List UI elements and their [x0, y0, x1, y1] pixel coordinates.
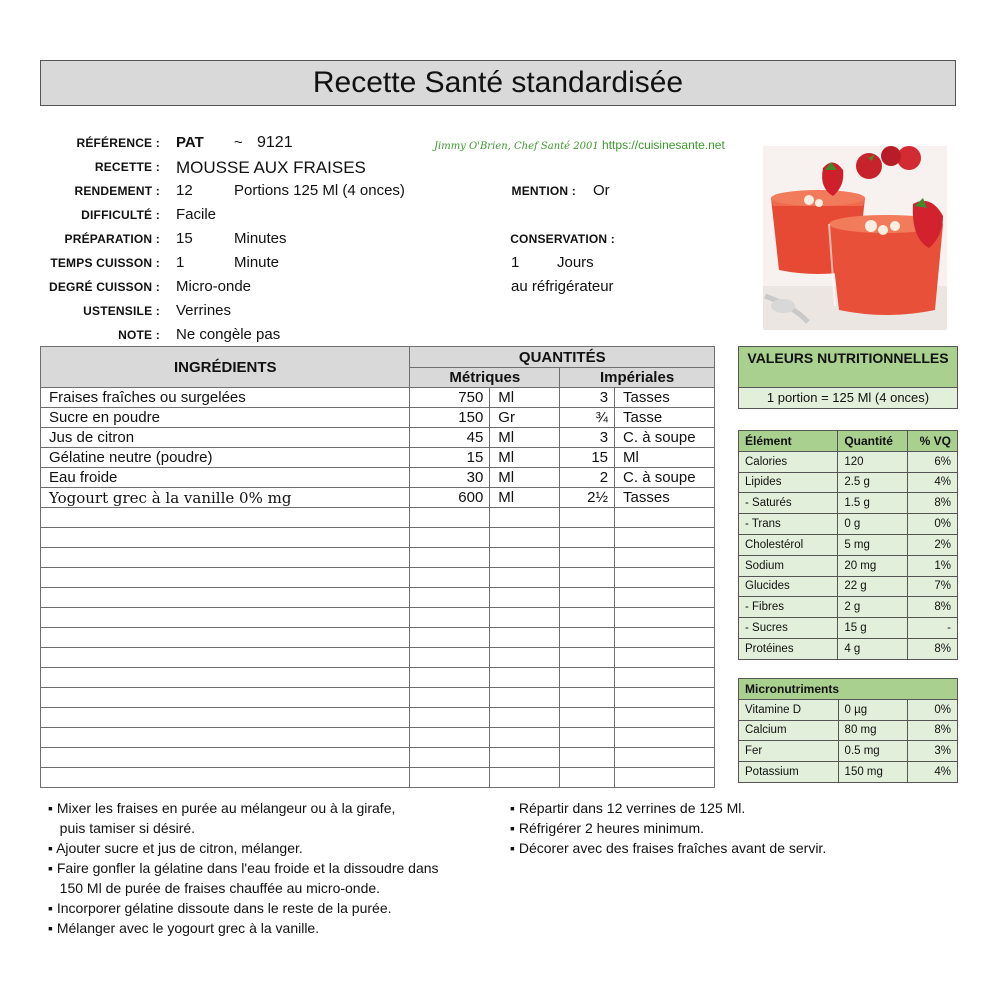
nutrition-row	[739, 699, 958, 720]
imperial-qty	[560, 608, 615, 628]
element-col-header: Élément	[739, 431, 838, 452]
imperial-qty	[560, 628, 615, 648]
nutrient-name: Vitamine D	[739, 699, 839, 720]
metric-qty	[410, 608, 490, 628]
imperial-unit: Tasse	[615, 408, 715, 428]
preparation-label: PRÉPARATION :	[64, 232, 160, 246]
nutrient-quantity: 22 g	[838, 576, 908, 597]
nutrient-vq: 8%	[908, 638, 958, 659]
ingredient-name: Jus de citron	[41, 428, 410, 448]
ingredient-name	[41, 568, 410, 588]
table-row	[41, 768, 715, 788]
table-row	[41, 628, 715, 648]
metric-qty	[410, 708, 490, 728]
metric-unit	[490, 508, 560, 528]
imperial-unit	[615, 628, 715, 648]
table-row	[41, 568, 715, 588]
nutrient-vq: 3%	[908, 741, 958, 762]
imperial-unit	[615, 528, 715, 548]
nutrient-name: - Fibres	[739, 597, 838, 618]
imperial-qty	[560, 688, 615, 708]
imperial-unit	[615, 588, 715, 608]
ingredients-header: INGRÉDIENTS	[41, 347, 410, 388]
nutrition-row	[739, 741, 958, 762]
ingredients-table	[40, 346, 715, 788]
metric-qty: 15	[410, 448, 490, 468]
nutrient-quantity: 5 mg	[838, 534, 908, 555]
nutrient-quantity: 4 g	[838, 638, 908, 659]
step-line: ▪ Réfrigérer 2 heures minimum.	[510, 820, 705, 836]
metric-unit	[490, 668, 560, 688]
nutrient-quantity: 2 g	[838, 597, 908, 618]
ustensile-label: USTENSILE :	[83, 304, 160, 318]
metric-qty	[410, 768, 490, 788]
metric-unit	[490, 608, 560, 628]
credit-signature: Jimmy O'Brien, Chef Santé 2001	[434, 141, 599, 152]
nutrient-name: Protéines	[739, 638, 838, 659]
metric-qty: 750	[410, 388, 490, 408]
nutrient-name: Glucides	[739, 576, 838, 597]
ingredient-name	[41, 628, 410, 648]
metric-unit: Ml	[490, 428, 560, 448]
ingredient-name	[41, 668, 410, 688]
metric-unit	[490, 688, 560, 708]
imperial-qty	[560, 568, 615, 588]
difficulte-label: DIFFICULTÉ :	[81, 208, 160, 222]
micronutrients-header: Micronutriments	[739, 679, 958, 700]
table-row	[41, 508, 715, 528]
nutrient-quantity: 0.5 mg	[838, 741, 908, 762]
metric-qty	[410, 748, 490, 768]
ingredient-name	[41, 588, 410, 608]
imperial-qty	[560, 588, 615, 608]
ingredient-name	[41, 508, 410, 528]
rendement-desc: Portions 125 Ml (4 onces)	[234, 182, 405, 199]
table-row	[41, 468, 715, 488]
mention-label: MENTION :	[511, 184, 576, 198]
imperial-qty: 2	[560, 468, 615, 488]
ingredient-name: Sucre en poudre	[41, 408, 410, 428]
nutrition-row	[739, 638, 958, 659]
nutrient-quantity: 120	[838, 451, 908, 472]
table-row	[41, 648, 715, 668]
ingredient-name	[41, 548, 410, 568]
nutrient-vq: 0%	[908, 699, 958, 720]
nutrition-row	[739, 720, 958, 741]
recette-label: RECETTE :	[94, 160, 160, 174]
table-row	[41, 528, 715, 548]
nutrition-table	[738, 430, 958, 660]
step-line: ▪ Mélanger avec le yogourt grec à la vanille.	[48, 920, 320, 936]
imperial-unit	[615, 608, 715, 628]
nutrient-name: Calories	[739, 451, 838, 472]
imperial-unit	[615, 548, 715, 568]
vq-col-header: % VQ	[908, 431, 958, 452]
imperial-unit	[615, 768, 715, 788]
mention-value: Or	[593, 182, 610, 199]
metric-unit: Ml	[490, 388, 560, 408]
imperial-qty	[560, 768, 615, 788]
imperial-unit: Ml	[615, 448, 715, 468]
nutrient-vq: 8%	[908, 493, 958, 514]
imperial-qty	[560, 508, 615, 528]
step-line: ▪ Faire gonfler la gélatine dans l'eau froide et la dissoudre dans	[48, 860, 439, 876]
nutrition-row	[739, 451, 958, 472]
ingredient-name	[41, 768, 410, 788]
nutrient-vq: 0%	[908, 514, 958, 535]
nutrient-quantity: 150 mg	[838, 762, 908, 783]
nutrient-quantity: 15 g	[838, 618, 908, 639]
step-line: ▪ Ajouter sucre et jus de citron, mélanger.	[48, 840, 303, 856]
table-row	[41, 408, 715, 428]
metric-qty: 600	[410, 488, 490, 508]
nutrient-quantity: 1.5 g	[838, 493, 908, 514]
degre-cuisson-value: Micro-onde	[176, 278, 252, 295]
table-row	[41, 708, 715, 728]
conservation-qty: 1	[511, 254, 520, 271]
nutrient-name: - Saturés	[739, 493, 838, 514]
metric-qty	[410, 508, 490, 528]
nutrient-vq: 4%	[908, 762, 958, 783]
note-label: NOTE :	[118, 328, 160, 342]
nutrient-vq: 8%	[908, 597, 958, 618]
steps-left	[48, 798, 439, 938]
metric-unit: Ml	[490, 448, 560, 468]
nutrient-name: Cholestérol	[739, 534, 838, 555]
temps-cuisson-label: TEMPS CUISSON :	[50, 256, 160, 270]
table-row	[41, 548, 715, 568]
micronutrients-table	[738, 678, 958, 783]
nutrient-name: - Sucres	[739, 618, 838, 639]
nutrient-quantity: 2.5 g	[838, 472, 908, 493]
table-row	[41, 608, 715, 628]
nutrient-name: Lipides	[739, 472, 838, 493]
ingredient-name: Gélatine neutre (poudre)	[41, 448, 410, 468]
nutrient-name: - Trans	[739, 514, 838, 535]
nutrition-row	[739, 514, 958, 535]
imperial-unit	[615, 568, 715, 588]
quantities-header: QUANTITÉS	[410, 347, 715, 368]
imperial-unit	[615, 668, 715, 688]
nutrient-vq: 4%	[908, 472, 958, 493]
table-row	[41, 428, 715, 448]
ingredient-name	[41, 648, 410, 668]
metric-unit	[490, 588, 560, 608]
metric-unit: Gr	[490, 408, 560, 428]
steps-right	[510, 798, 826, 858]
conservation-label: CONSERVATION :	[510, 232, 615, 246]
reference-label: RÉFÉRENCE :	[76, 136, 160, 150]
nutrient-name: Fer	[739, 741, 839, 762]
imperial-unit	[615, 508, 715, 528]
metric-unit	[490, 728, 560, 748]
imperial-qty	[560, 648, 615, 668]
reference-code: PAT	[176, 134, 204, 151]
imperial-unit: Tasses	[615, 388, 715, 408]
metric-qty: 30	[410, 468, 490, 488]
nutrient-vq: 6%	[908, 451, 958, 472]
ingredient-name: Yogourt grec à la vanille 0% mg	[41, 488, 410, 508]
table-row	[41, 588, 715, 608]
ingredient-name	[41, 608, 410, 628]
ingredient-name	[41, 748, 410, 768]
imperial-unit	[615, 728, 715, 748]
note-value: Ne congèle pas	[176, 326, 281, 343]
metric-qty: 150	[410, 408, 490, 428]
metric-qty	[410, 568, 490, 588]
table-row	[41, 748, 715, 768]
imperial-unit	[615, 648, 715, 668]
reference-separator: ~	[234, 134, 243, 151]
imperial-unit: C. à soupe	[615, 428, 715, 448]
metric-header: Métriques	[410, 368, 560, 388]
metric-qty: 45	[410, 428, 490, 448]
nutrient-vq: 2%	[908, 534, 958, 555]
step-line: ▪ Mixer les fraises en purée au mélangeur ou à la girafe,	[48, 800, 396, 816]
imperial-qty: 15	[560, 448, 615, 468]
difficulte-value: Facile	[176, 206, 217, 223]
table-row	[41, 488, 715, 508]
nutrition-row	[739, 576, 958, 597]
nutrient-quantity: 0 g	[838, 514, 908, 535]
imperial-qty	[560, 668, 615, 688]
conservation-unit: Jours	[557, 254, 594, 271]
nutrition-row	[739, 762, 958, 783]
metric-unit	[490, 708, 560, 728]
step-line: ▪ Décorer avec des fraises fraîches avant de servir.	[510, 840, 827, 856]
conservation-note: au réfrigérateur	[511, 278, 614, 295]
imperial-qty: 3	[560, 388, 615, 408]
imperial-qty: ¾	[560, 408, 615, 428]
step-line: ▪ Incorporer gélatine dissoute dans le reste de la purée.	[48, 900, 392, 916]
table-row	[41, 668, 715, 688]
metric-unit	[490, 748, 560, 768]
nutrient-quantity: 20 mg	[838, 555, 908, 576]
recette-name: MOUSSE AUX FRAISES	[176, 158, 366, 177]
ingredient-name: Eau froide	[41, 468, 410, 488]
nutrient-quantity: 80 mg	[838, 720, 908, 741]
metric-unit: Ml	[490, 488, 560, 508]
rendement-qty: 12	[176, 182, 193, 199]
metric-unit	[490, 768, 560, 788]
metric-unit	[490, 528, 560, 548]
table-row	[41, 688, 715, 708]
nutrition-row	[739, 555, 958, 576]
imperial-qty: 2½	[560, 488, 615, 508]
metric-qty	[410, 668, 490, 688]
ingredient-name	[41, 688, 410, 708]
imperial-qty: 3	[560, 428, 615, 448]
metric-qty	[410, 728, 490, 748]
imperial-header: Impériales	[560, 368, 715, 388]
step-line: 150 Ml de purée de fraises chauffée au micro-onde.	[48, 880, 381, 896]
ustensile-value: Verrines	[176, 302, 232, 319]
imperial-unit	[615, 708, 715, 728]
table-row	[41, 728, 715, 748]
imperial-qty	[560, 528, 615, 548]
nutrient-vq: 8%	[908, 720, 958, 741]
metric-qty	[410, 628, 490, 648]
rendement-label: RENDEMENT :	[74, 184, 160, 198]
metric-qty	[410, 688, 490, 708]
nutrition-row	[739, 534, 958, 555]
ingredient-name	[41, 528, 410, 548]
nutrient-vq: 7%	[908, 576, 958, 597]
table-row	[41, 448, 715, 468]
credit-url[interactable]: https://cuisinesante.net	[602, 138, 725, 152]
preparation-unit: Minutes	[234, 230, 287, 247]
dessert-photo	[763, 146, 947, 330]
metric-unit	[490, 548, 560, 568]
imperial-qty	[560, 548, 615, 568]
imperial-qty	[560, 728, 615, 748]
ingredient-name	[41, 708, 410, 728]
step-line: ▪ Répartir dans 12 verrines de 125 Ml.	[510, 800, 746, 816]
page-title: Recette Santé standardisée	[40, 60, 956, 106]
reference-number: 9121	[257, 134, 293, 151]
nutrient-vq: -	[908, 618, 958, 639]
nutrient-vq: 1%	[908, 555, 958, 576]
nutrition-row	[739, 597, 958, 618]
quantity-col-header: Quantité	[838, 431, 908, 452]
metric-unit	[490, 628, 560, 648]
cuisson-qty: 1	[176, 254, 185, 271]
imperial-unit: C. à soupe	[615, 468, 715, 488]
nutrient-name: Potassium	[739, 762, 839, 783]
ingredient-name	[41, 728, 410, 748]
imperial-unit	[615, 748, 715, 768]
metric-unit	[490, 568, 560, 588]
metric-unit: Ml	[490, 468, 560, 488]
nutrition-row	[739, 618, 958, 639]
imperial-unit: Tasses	[615, 488, 715, 508]
degre-cuisson-label: DEGRÉ CUISSON :	[48, 280, 160, 294]
imperial-qty	[560, 748, 615, 768]
nutrition-portion: 1 portion = 125 Ml (4 onces)	[738, 387, 958, 409]
metric-qty	[410, 548, 490, 568]
cuisson-unit: Minute	[234, 254, 280, 271]
preparation-qty: 15	[176, 230, 193, 247]
nutrition-header: VALEURS NUTRITIONNELLES	[738, 346, 958, 388]
metric-qty	[410, 588, 490, 608]
metric-qty	[410, 648, 490, 668]
metric-qty	[410, 528, 490, 548]
step-line: puis tamiser si désiré.	[48, 820, 196, 836]
imperial-qty	[560, 708, 615, 728]
ingredient-name: Fraises fraîches ou surgelées	[41, 388, 410, 408]
nutrient-quantity: 0 µg	[838, 699, 908, 720]
metric-unit	[490, 648, 560, 668]
imperial-unit	[615, 688, 715, 708]
nutrient-name: Sodium	[739, 555, 838, 576]
nutrition-row	[739, 493, 958, 514]
table-row	[41, 388, 715, 408]
nutrition-row	[739, 472, 958, 493]
nutrient-name: Calcium	[739, 720, 839, 741]
credit-line	[434, 138, 725, 152]
